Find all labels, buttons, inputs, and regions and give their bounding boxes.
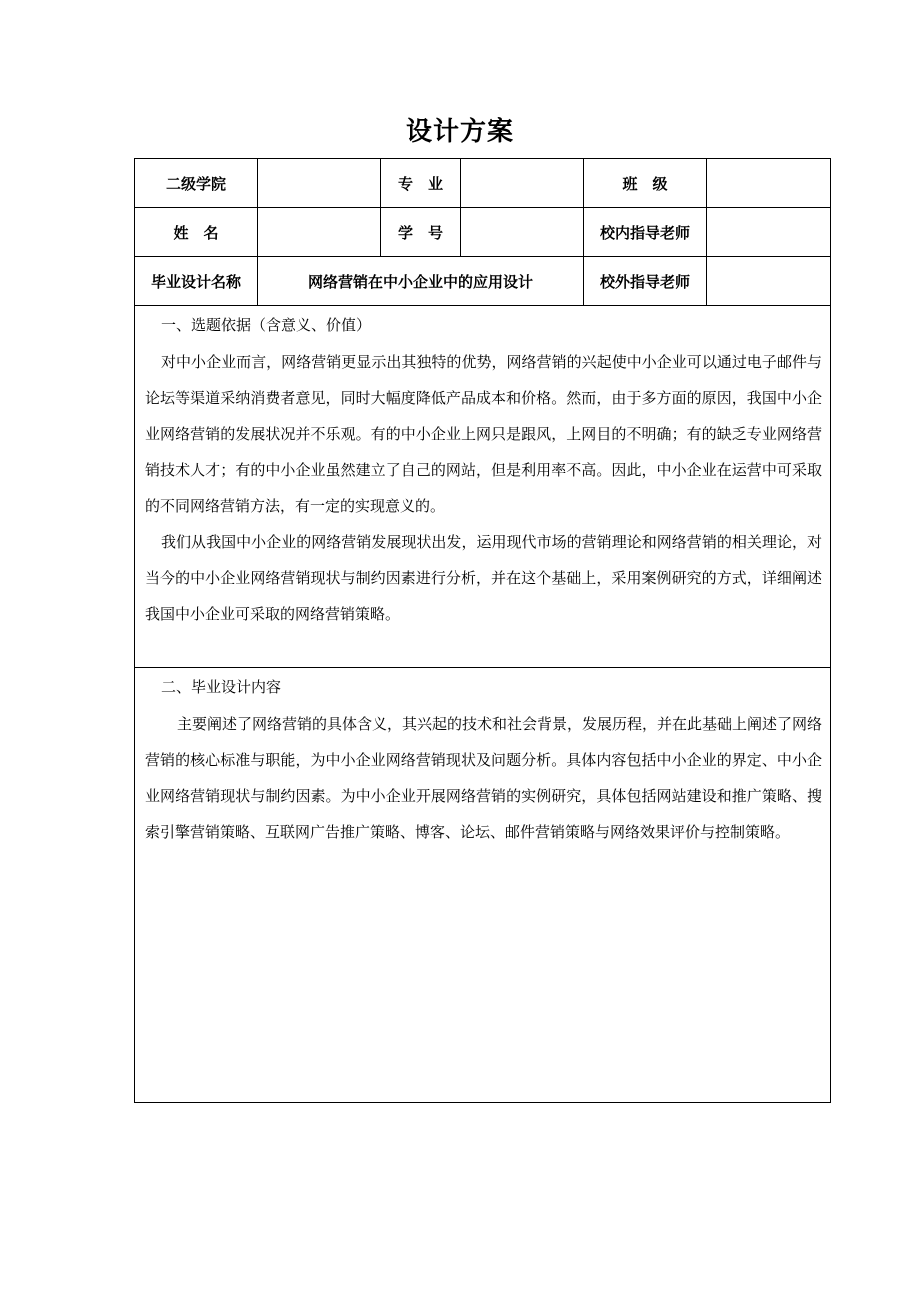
- class-label: 班 级: [584, 159, 707, 208]
- form-row-3: [135, 257, 831, 306]
- major-field[interactable]: [461, 159, 584, 208]
- section-2-heading: 二、毕业设计内容: [161, 678, 282, 696]
- external-advisor-field[interactable]: [707, 257, 831, 306]
- name-field[interactable]: [258, 208, 381, 257]
- design-plan-form: [134, 158, 831, 1103]
- major-label: 专 业: [381, 159, 461, 208]
- form-row-1: [135, 159, 831, 208]
- internal-advisor-label: 校内指导老师: [584, 208, 707, 257]
- section-2-paragraph-1: 主要阐述了网络营销的具体含义，其兴起的技术和社会背景，发展历程，并在此基础上阐述了网络营销的核心标准与职能，为中小企业网络营销现状及问题分析。具体内容包括中小企业的界定、中小企业网络营销现状与制约因素。为中小企业开展网络营销的实例研究，具体包括网站建设和推广策略、搜索引擎营销策略、互联网广告推广策略、博客、论坛、邮件营销策略与网络效果评价与控制策略。: [145, 715, 823, 841]
- section-2-row: [135, 668, 831, 1103]
- design-name-label: 毕业设计名称: [135, 257, 258, 306]
- section-1-paragraph-1: 对中小企业而言，网络营销更显示出其独特的优势，网络营销的兴起使中小企业可以通过电子邮件与论坛等渠道采纳消费者意见，同时大幅度降低产品成本和价格。然而，由于多方面的原因，我国中小企业网络营销的发展状况并不乐观。有的中小企业上网只是跟风，上网目的不明确；有的缺乏专业网络营销技术人才；有的中小企业虽然建立了自己的网站，但是利用率不高。因此，中小企业在运营中可采取的不同网络营销方法，有一定的实现意义的。: [145, 353, 822, 515]
- section-2-cell: [135, 668, 831, 1103]
- college-field[interactable]: [258, 159, 381, 208]
- design-name-field[interactable]: 网络营销在中小企业中的应用设计: [258, 257, 584, 306]
- section-1-heading: 一、选题依据（含意义、价值）: [161, 316, 372, 334]
- student-id-field[interactable]: [461, 208, 584, 257]
- external-advisor-label: 校外指导老师: [584, 257, 707, 306]
- page-title: 设计方案: [405, 117, 514, 147]
- college-label: 二级学院: [135, 159, 258, 208]
- student-id-label: 学 号: [381, 208, 461, 257]
- form-row-2: [135, 208, 831, 257]
- section-1-paragraph-2: 我们从我国中小企业的网络营销发展现状出发，运用现代市场的营销理论和网络营销的相关理论，对当今的中小企业网络营销现状与制约因素进行分析，并在这个基础上，采用案例研究的方式，详细阐述我国中小企业可采取的网络营销策略。: [145, 533, 822, 623]
- section-1-row: [135, 306, 831, 668]
- class-field[interactable]: [707, 159, 831, 208]
- name-label: 姓 名: [135, 208, 258, 257]
- section-1-cell: [135, 306, 831, 668]
- internal-advisor-field[interactable]: [707, 208, 831, 257]
